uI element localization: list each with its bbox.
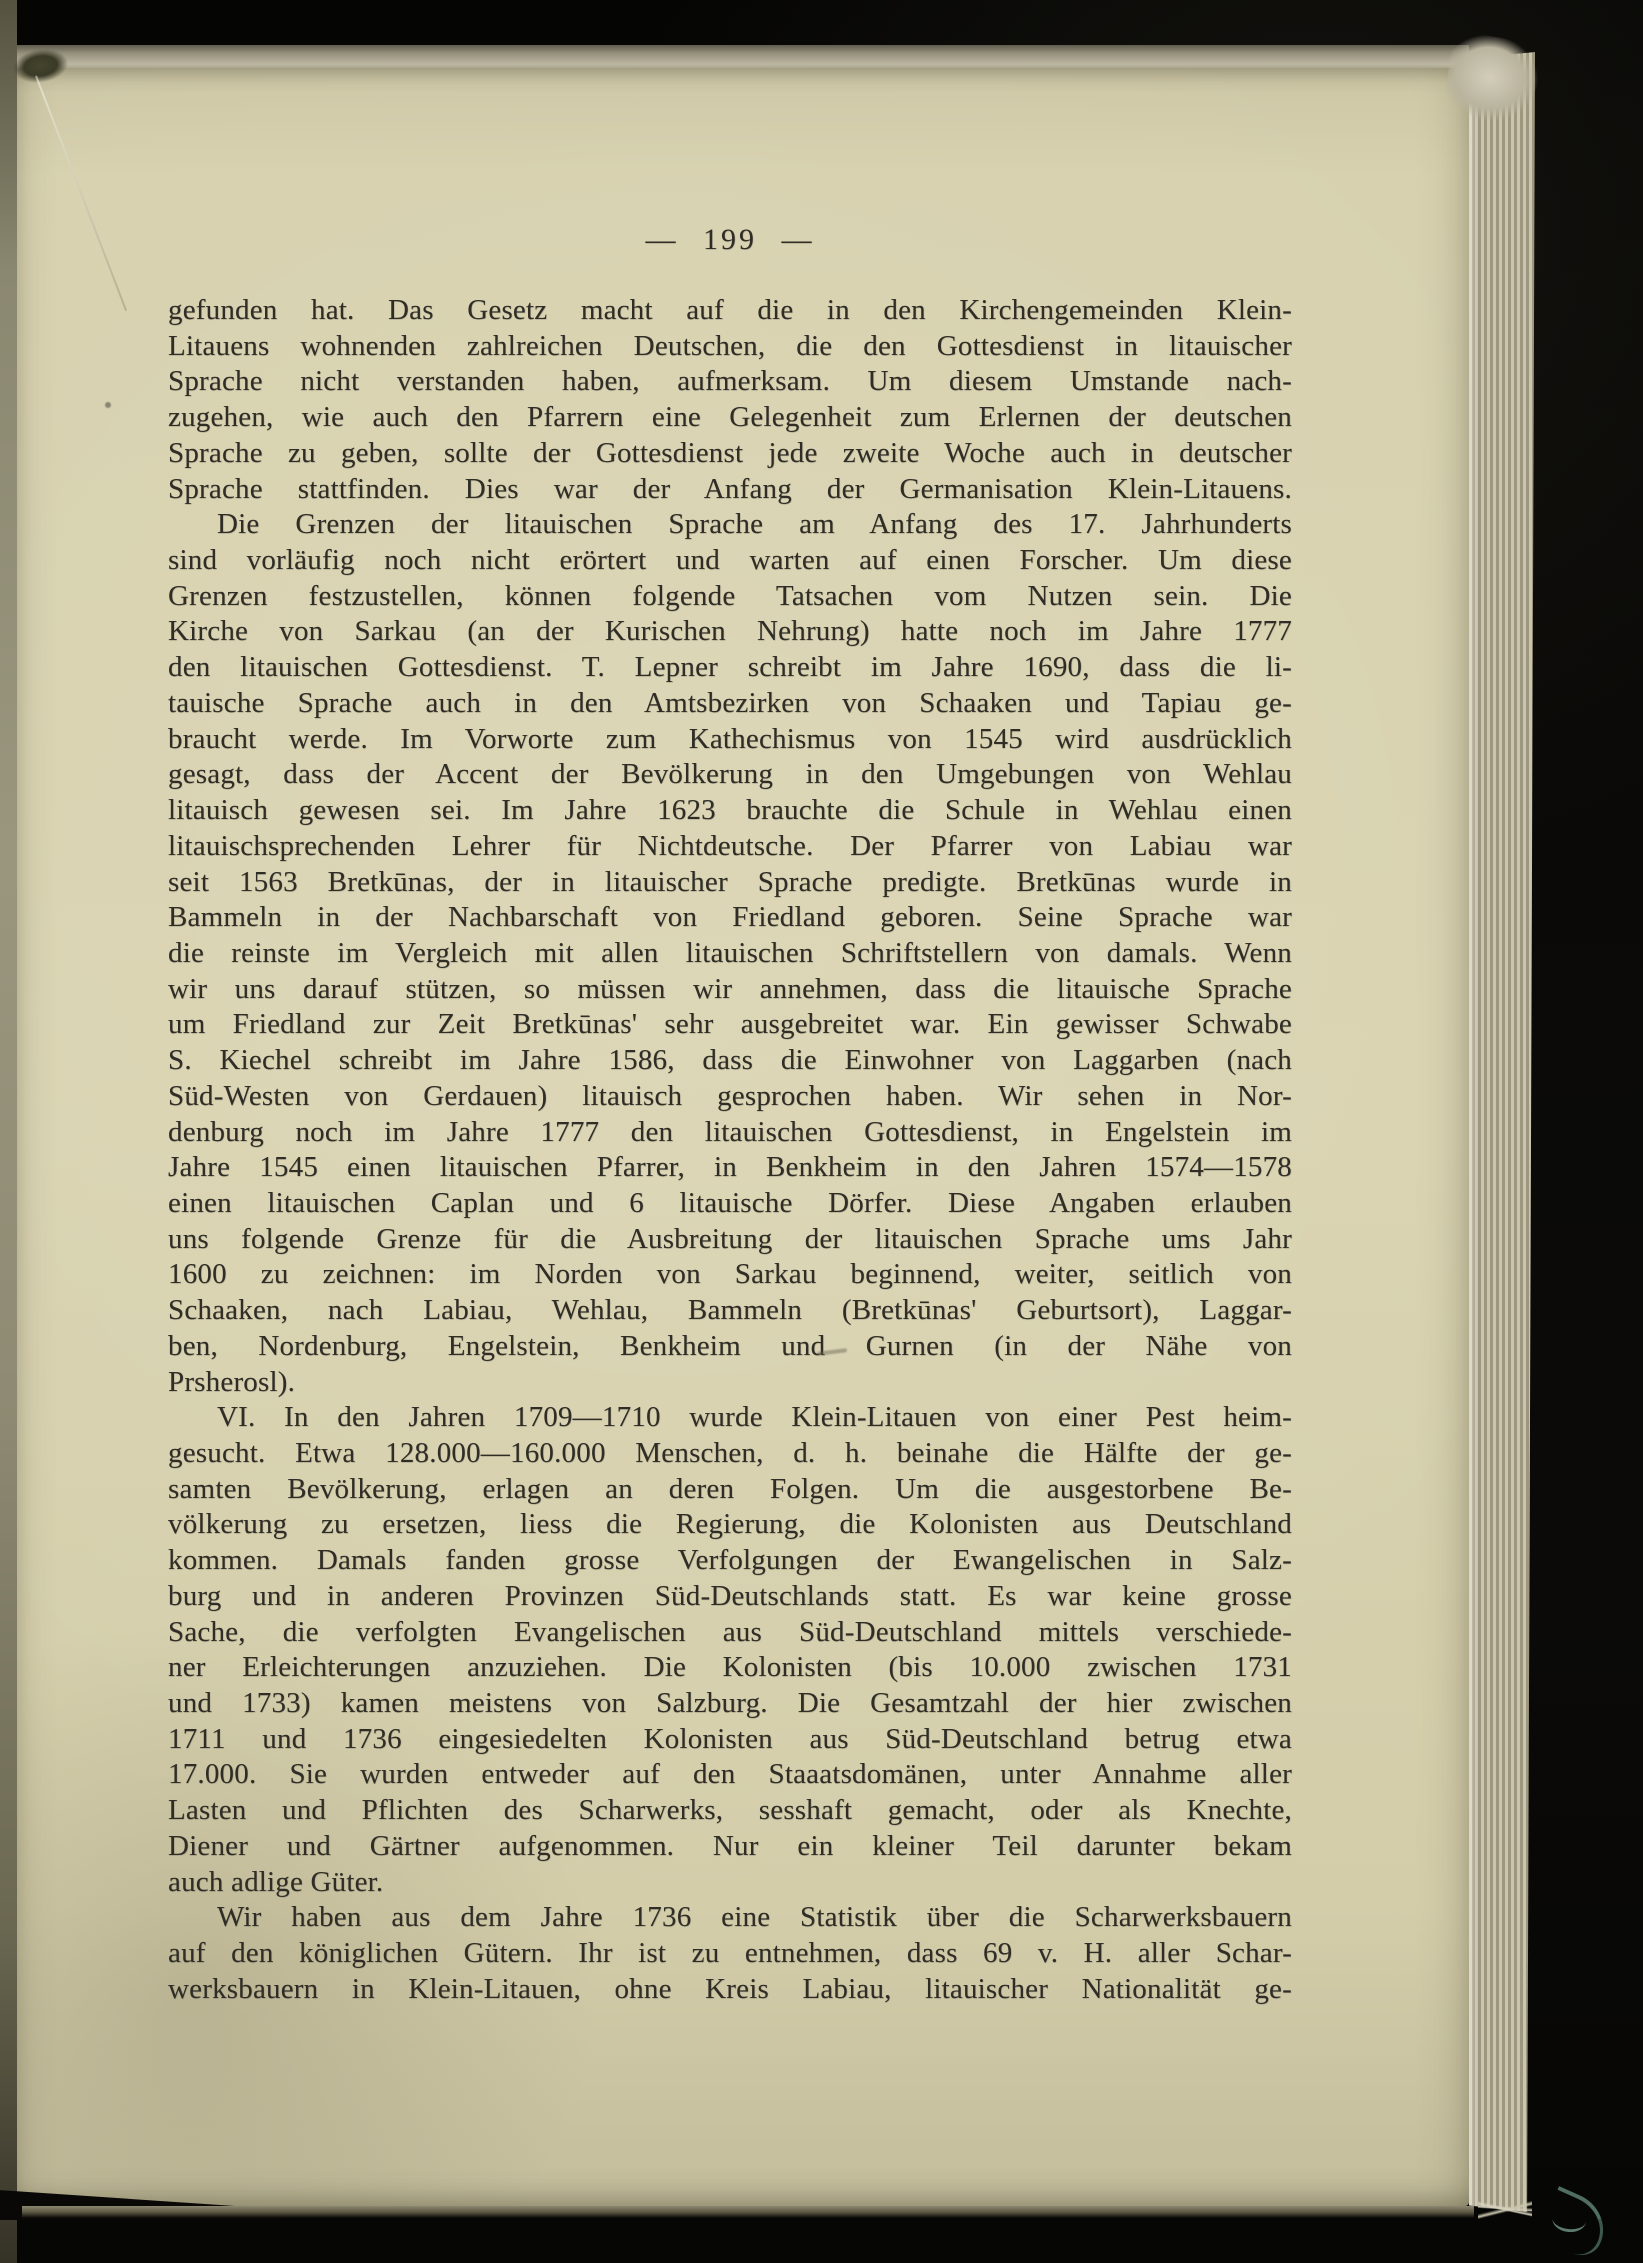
text-line: Lasten und Pflichten des Scharwerks, sesshaft gemacht, oder als Knechte,: [168, 1794, 1292, 1827]
text-line: Jahre 1545 einen litauischen Pfarrer, in Benkheim in den Jahren 1574—1578: [168, 1151, 1292, 1184]
text-line: die reinste im Vergleich mit allen litauischen Schriftstellern von damals. Wenn: [168, 936, 1292, 969]
text-line: einen litauischen Caplan und 6 litauische Dörfer. Diese Angaben erlauben: [168, 1186, 1292, 1219]
paragraph: [168, 1400, 1292, 1900]
ink-dot-artifact: [105, 402, 111, 408]
text-line: Bammeln in der Nachbarschaft von Friedland geboren. Seine Sprache war: [168, 901, 1292, 934]
text-line: Sprache stattfinden. Dies war der Anfang der Germanisation Klein-Litauens.: [168, 472, 1292, 505]
facing-page-edge: [0, 0, 17, 2263]
text-line: burg und in anderen Provinzen Süd-Deutschlands statt. Es war keine grosse: [168, 1579, 1292, 1612]
text-line: Sache, die verfolgten Evangelischen aus Süd-Deutschland mittels verschiede-: [168, 1615, 1292, 1648]
text-line: und 1733) kamen meistens von Salzburg. Die Gesamtzahl der hier zwischen: [168, 1687, 1292, 1720]
text-line: Diener und Gärtner aufgenommen. Nur ein kleiner Teil darunter bekam: [168, 1829, 1292, 1862]
text-line: Litauens wohnenden zahlreichen Deutschen, die den Gottesdienst in litauischer: [168, 329, 1292, 362]
paper-crease: [35, 75, 127, 311]
text-line: Die Grenzen der litauischen Sprache am Anfang des 17. Jahrhunderts: [217, 508, 1292, 541]
text-line: wir uns darauf stützen, so müssen wir annehmen, dass die litauische Sprache: [168, 972, 1292, 1005]
text-line: auch adlige Güter.: [168, 1865, 384, 1898]
text-line: Schaaken, nach Labiau, Wehlau, Bammeln (Bretkūnas' Geburtsort), Laggar-: [168, 1294, 1292, 1327]
text-line: litauisch gewesen sei. Im Jahre 1623 brauchte die Schule in Wehlau einen: [168, 794, 1292, 827]
text-line: Sprache zu geben, sollte der Gottesdienst jede zweite Woche auch in deutscher: [168, 436, 1292, 469]
book-page: [17, 68, 1469, 2206]
binding-thread: [1536, 2186, 1615, 2262]
text-line: VI. In den Jahren 1709—1710 wurde Klein-Litauen von einer Pest heim-: [217, 1401, 1292, 1434]
text-line: Grenzen festzustellen, können folgende Tatsachen vom Nutzen sein. Die: [168, 579, 1292, 612]
text-line: tauische Sprache auch in den Amtsbezirken von Schaaken und Tapiau ge-: [168, 686, 1292, 719]
text-line: Kirche von Sarkau (an der Kurischen Nehrung) hatte noch im Jahre 1777: [168, 615, 1292, 648]
text-line: Prsherosl).: [168, 1365, 296, 1398]
page-bottom-edge: [22, 2206, 1474, 2218]
text-line: gesagt, dass der Accent der Bevölkerung in den Umgebungen von Wehlau: [168, 758, 1292, 791]
text-line: Süd-Westen von Gerdauen) litauisch gesprochen haben. Wir sehen in Nor-: [168, 1079, 1292, 1112]
text-line: denburg noch im Jahre 1777 den litauischen Gottesdienst, in Engelstein im: [168, 1115, 1292, 1148]
text-line: kommen. Damals fanden grosse Verfolgungen der Ewangelischen in Salz-: [168, 1544, 1292, 1577]
text-line: S. Kiechel schreibt im Jahre 1586, dass die Einwohner von Laggarben (nach: [168, 1044, 1292, 1077]
paragraph: [168, 293, 1292, 507]
text-line: braucht werde. Im Vorworte zum Kathechismus von 1545 wird ausdrücklich: [168, 722, 1292, 755]
text-line: litauischsprechenden Lehrer für Nichtdeutsche. Der Pfarrer von Labiau war: [168, 829, 1292, 862]
text-line: 1600 zu zeichnen: im Norden von Sarkau beginnend, weiter, seitlich von: [168, 1258, 1292, 1291]
text-line: Wir haben aus dem Jahre 1736 eine Statistik über die Scharwerksbauern: [217, 1901, 1292, 1934]
text-line: uns folgende Grenze für die Ausbreitung der litauischen Sprache ums Jahr: [168, 1222, 1292, 1255]
text-line: werksbauern in Klein-Litauen, ohne Kreis Labiau, litauischer Nationalität ge-: [168, 1972, 1292, 2005]
text-line: um Friedland zur Zeit Bretkūnas' sehr ausgebreitet war. Ein gewisser Schwabe: [168, 1008, 1292, 1041]
text-body: [168, 293, 1292, 2008]
page-number: — 199 —: [645, 223, 815, 256]
frayed-fibres: [1478, 2176, 1532, 2240]
page-stack-fore-edge: [1469, 52, 1535, 2212]
text-line: sind vorläufig noch nicht erörtert und warten auf einen Forscher. Um diese: [168, 544, 1292, 577]
text-line: auf den königlichen Gütern. Ihr ist zu entnehmen, dass 69 v. H. aller Schar-: [168, 1937, 1292, 1970]
text-line: seit 1563 Bretkūnas, der in litauischer Sprache predigte. Bretkūnas wurde in: [168, 865, 1292, 898]
text-line: gesucht. Etwa 128.000—160.000 Menschen, d. h. beinahe die Hälfte der ge-: [168, 1437, 1292, 1469]
text-line: völkerung zu ersetzen, liess die Regierung, die Kolonisten aus Deutschland: [168, 1508, 1292, 1541]
paragraph: [168, 1900, 1292, 2007]
text-line: ner Erleichterungen anzuziehen. Die Kolonisten (bis 10.000 zwischen 1731: [168, 1651, 1292, 1684]
text-line: ben, Nordenburg, Engelstein, Benkheim und Gurnen (in der Nähe von: [168, 1329, 1292, 1362]
text-line: zugehen, wie auch den Pfarrern eine Gelegenheit zum Erlernen der deutschen: [168, 401, 1292, 434]
text-line: 17.000. Sie wurden entweder auf den Staaatsdomänen, unter Annahme aller: [168, 1758, 1292, 1791]
page-top-edge: [17, 45, 1469, 69]
text-line: samten Bevölkerung, erlagen an deren Folgen. Um die ausgestorbene Be-: [168, 1472, 1292, 1505]
text-line: den litauischen Gottesdienst. T. Lepner schreibt im Jahre 1690, dass die li-: [168, 651, 1292, 684]
paragraph: [168, 507, 1292, 1400]
text-line: 1711 und 1736 eingesiedelten Kolonisten aus Süd-Deutschland betrug etwa: [168, 1722, 1292, 1755]
text-line: Sprache nicht verstanden haben, aufmerksam. Um diesem Umstande nach-: [168, 365, 1292, 398]
text-line: gefunden hat. Das Gesetz macht auf die in den Kirchengemeinden Klein-: [168, 294, 1292, 326]
printed-text-area: [168, 222, 1292, 2008]
